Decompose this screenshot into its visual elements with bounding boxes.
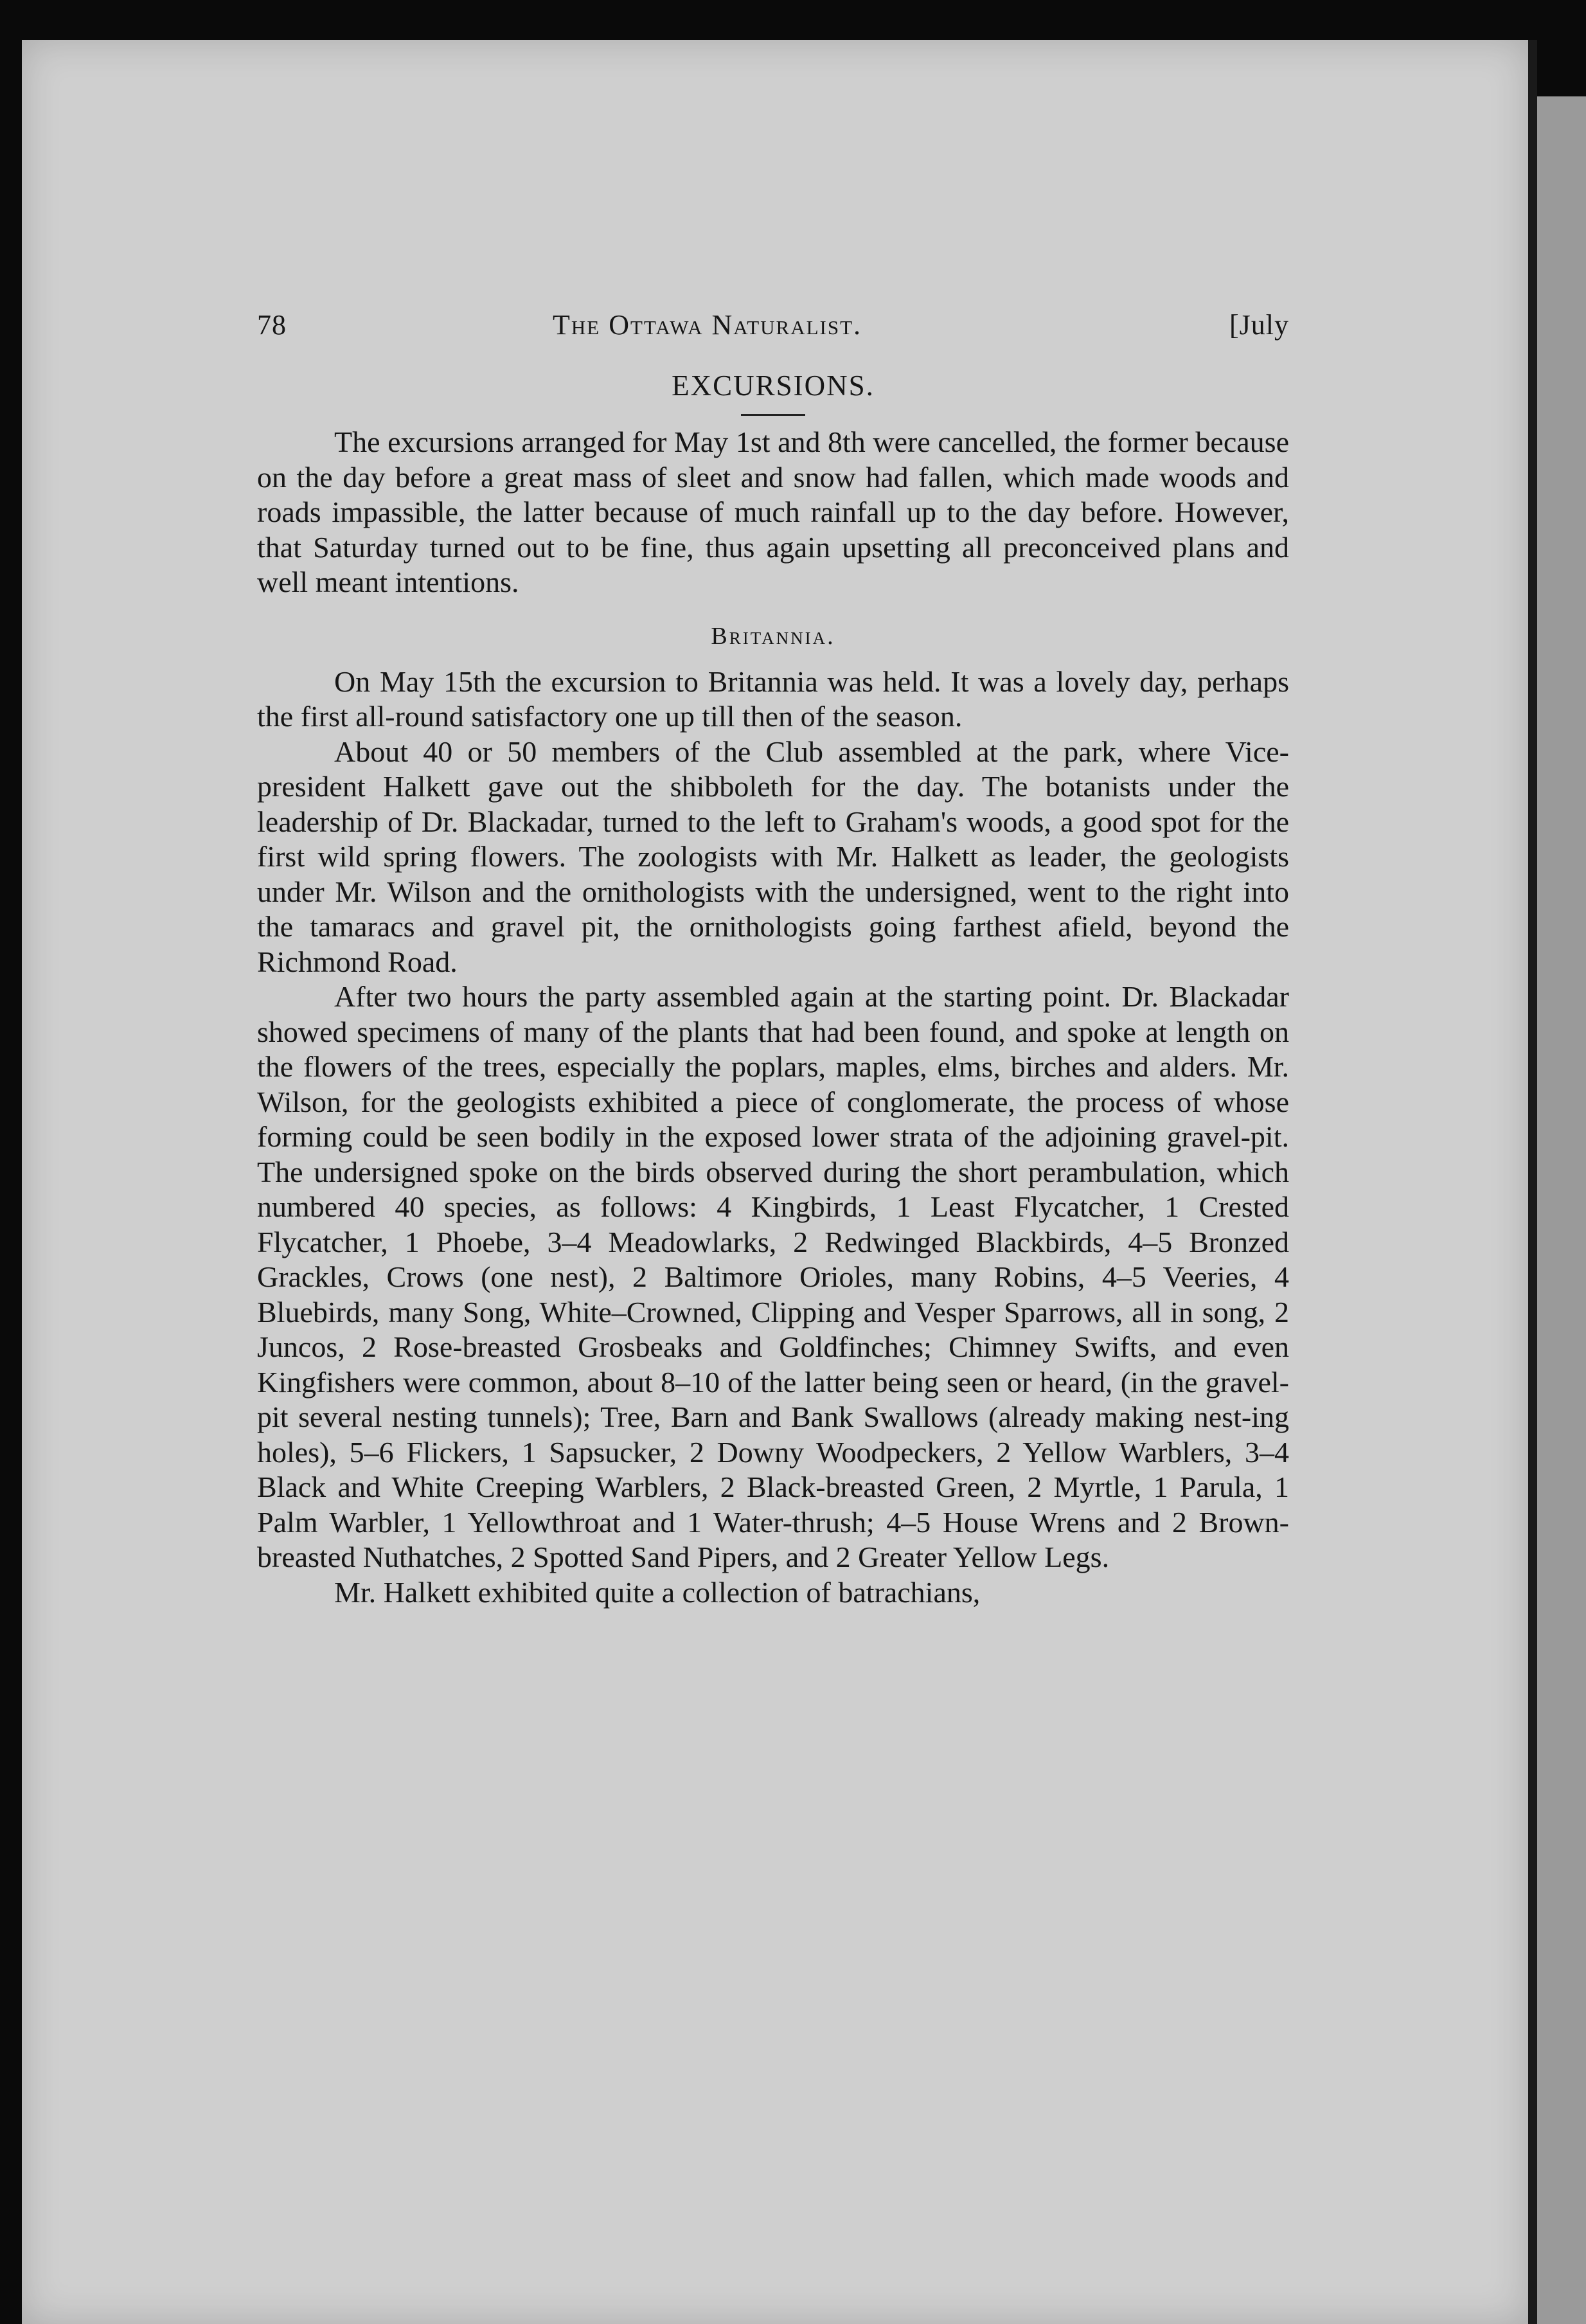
intro-paragraph: The excursions arranged for May 1st and 8th were cancelled, the former because on the day before a great mass of sleet and snow had fallen, which made woods and roads impassible, the latter because of much rainfall up to the day before. However, that Saturday turned out to be fine, thus again upsetting all preconceived plans and well meant intentions. bbox=[257, 425, 1289, 598]
section-title: EXCURSIONS. bbox=[672, 370, 875, 402]
text-block bbox=[257, 308, 1289, 1610]
facing-page-edge bbox=[1537, 96, 1586, 2324]
title-rule bbox=[741, 414, 805, 416]
running-head bbox=[257, 308, 1289, 353]
paragraph-1: On May 15th the excursion to Britannia was held. It was a lovely day, perhaps the first all-round satisfactory one up till then of the season. bbox=[257, 665, 1289, 733]
issue-month: [July bbox=[1229, 309, 1289, 341]
paragraph-2: About 40 or 50 members of the Club assembled at the park, where Vice-president Halkett gave out the shibboleth for the day. The botanists under the leadership of Dr. Blackadar, turned to the left to Graham's woods, a good spot for the first wild spring flowers. The zoologists with Mr. Halkett as leader, the geologists under Mr. Wilson and the ornithologists with the undersigned, went to the right into the tamaracs and gravel pit, the ornithologists going farthest afield, beyond the Richmond Road. bbox=[257, 735, 1289, 978]
journal-title: The Ottawa Naturalist. bbox=[553, 309, 862, 341]
paragraph-4: Mr. Halkett exhibited quite a collection of batrachians, bbox=[334, 1575, 981, 1609]
page-number: 78 bbox=[257, 309, 287, 341]
book-spine-shadow bbox=[1528, 40, 1537, 2324]
subsection-title: Britannia. bbox=[711, 622, 835, 650]
paragraph-3: After two hours the party assembled again at the starting point. Dr. Blackadar showed specimens of many of the plants that had been found, and spoke at length on the flowers of the trees, especially the poplars, maples, elms, birches and alders. Mr. Wilson, for the geologists exhibited a piece of conglomerate, the process of whose forming could be seen bodily in the exposed lower strata of the adjoining gravel-pit. The undersigned spoke on the birds observed during the short perambulation, which numbered 40 species, as follows: 4 Kingbirds, 1 Least Flycatcher, 1 Crested Flycatcher, 1 Phoebe, 3–4 Meadowlarks, 2 Redwinged Blackbirds, 4–5 Bronzed Grackles, Crows (one nest), 2 Baltimore Orioles, many Robins, 4–5 Veeries, 4 Bluebirds, many Song, White–Crowned, Clipping and Vesper Sparrows, all in song, 2 Juncos, 2 Rose-breasted Grosbeaks and Goldfinches; Chimney Swifts, and even Kingfishers were common, about 8–10 of the latter being seen or heard, (in the gravel-pit several nesting tunnels); Tree, Barn and Bank Swallows (already making nest-ing holes), 5–6 Flickers, 1 Sapsucker, 2 Downy Woodpeckers, 2 Yellow Warblers, 3–4 Black and White Creeping Warblers, 2 Black-breasted Green, 2 Myrtle, 1 Parula, 1 Palm Warbler, 1 Yellowthroat and 1 Water-thrush; 4–5 House Wrens and 2 Brown-breasted Nuthatches, 2 Spotted Sand Pipers, and 2 Greater Yellow Legs. bbox=[257, 980, 1289, 1573]
